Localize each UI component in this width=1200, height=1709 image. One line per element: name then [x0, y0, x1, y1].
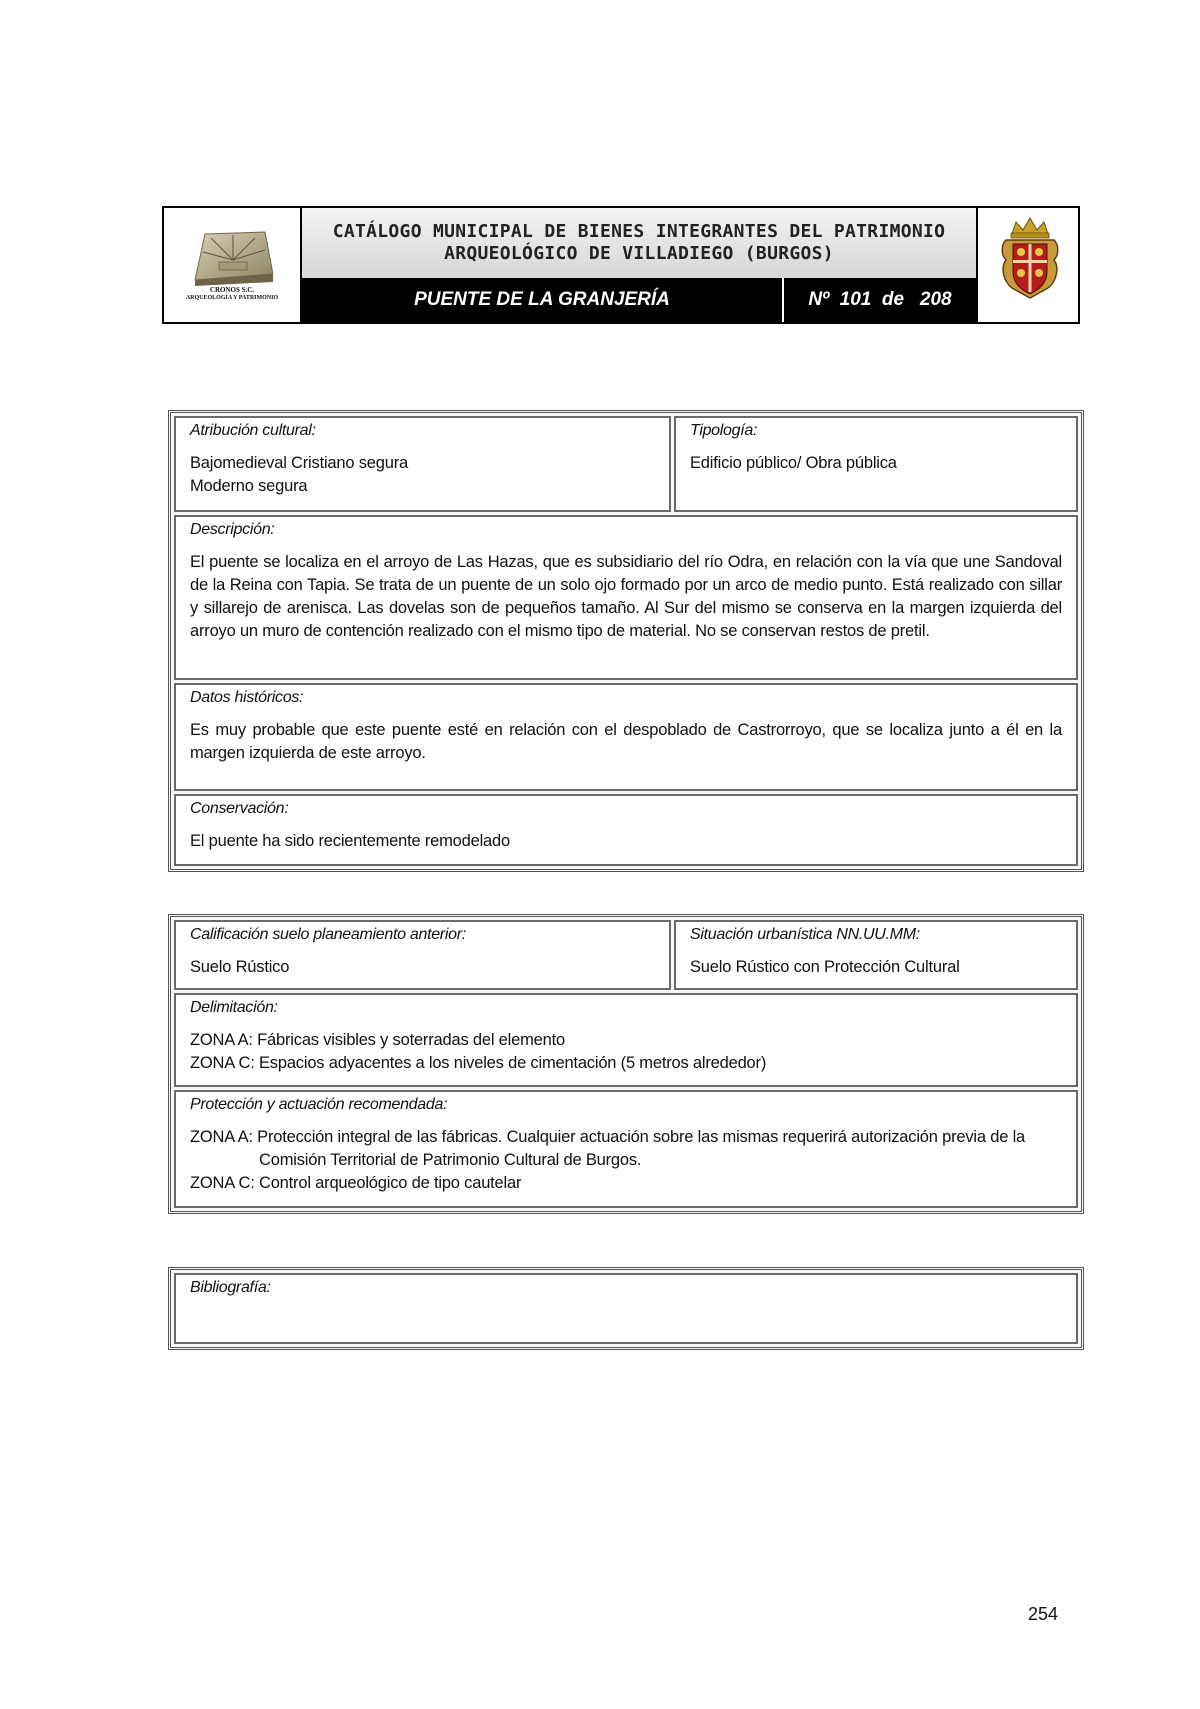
header-center [302, 208, 978, 322]
calificacion-value: Suelo Rústico [190, 958, 290, 976]
descripcion-text: El puente se localiza en el arroyo de Las Hazas, que es subsidiario del río Odra, en relación con la vía que une Sandoval de la Reina con Tapia. Se trata de un puente de un solo ojo formado por un arco de medio punto. Está realizado con sillar y sillarejo de arenisca. Las dovelas son de pequeños tamaño. Al Sur del mismo se conserva en la margen izquierda del arroyo un muro de contención realizado con el mismo tipo de material. No se conservan restos de pretil. [190, 553, 1062, 640]
bibliography-section [168, 1267, 1084, 1350]
delimitacion-line: ZONA C: Espacios adyacentes a los niveles de cimentación (5 metros alrededor) [190, 1054, 767, 1072]
datos-historicos-text: Es muy probable que este puente esté en relación con el despoblado de Castrorroyo, que se localiza junto a él en la margen izquierda de este arroyo. [190, 721, 1062, 762]
catalog-number: Nº 101 de 208 [808, 289, 952, 310]
cronos-subtitle: ARQUEOLOGÍA Y PATRIMONIO [185, 295, 279, 301]
calificacion-label: Calificación suelo planeamiento anterior: [190, 926, 466, 943]
monument-title-row [302, 278, 976, 322]
delimitacion-text [190, 1029, 1062, 1075]
urban-section [168, 914, 1084, 1214]
monument-name: PUENTE DE LA GRANJERÍA [302, 278, 784, 322]
conservacion-text: El puente ha sido recientemente remodelado [190, 832, 510, 850]
situacion-cell [674, 920, 1078, 990]
proteccion-text [190, 1126, 1062, 1195]
catalog-title [302, 208, 976, 278]
proteccion-cell [174, 1090, 1078, 1208]
coat-of-arms-icon [998, 216, 1062, 300]
bibliografia-cell [174, 1273, 1078, 1344]
datos-historicos-label: Datos históricos: [190, 689, 304, 706]
cultural-section [168, 410, 1084, 872]
cronos-logo [164, 208, 302, 322]
atribucion-line: Moderno segura [190, 477, 308, 495]
proteccion-label: Protección y actuación recomendada: [190, 1096, 448, 1113]
tipologia-cell [674, 416, 1078, 512]
bibliografia-label: Bibliografía: [190, 1279, 271, 1296]
page-number: 254 [1028, 1604, 1059, 1624]
catalog-title-line-1: CATÁLOGO MUNICIPAL DE BIENES INTEGRANTES DEL PATRIMONIO [332, 221, 946, 242]
sundial-logo-icon [191, 230, 275, 286]
tipologia-label: Tipología: [690, 422, 758, 439]
catalog-header [162, 206, 1080, 324]
cronos-caption [164, 286, 300, 302]
attribution-row [174, 416, 1078, 512]
calificacion-cell [174, 920, 671, 990]
datos-historicos-cell [174, 683, 1078, 791]
atribucion-line: Bajomedieval Cristiano segura [190, 454, 408, 472]
delimitacion-line: ZONA A: Fábricas visibles y soterradas del elemento [190, 1031, 565, 1049]
villadiego-logo [978, 208, 1078, 322]
catalog-title-line-2: ARQUEOLÓGICO DE VILLADIEGO (BURGOS) [444, 243, 834, 264]
atribucion-cell [174, 416, 671, 512]
proteccion-line: ZONA A: Protección integral de las fábricas. Cualquier actuación sobre las mismas requerirá autorización previa de la Comisión Territorial de Patrimonio Cultural de Burgos. [190, 1128, 1026, 1169]
conservacion-cell [174, 794, 1078, 866]
tipologia-value: Edificio público/ Obra pública [690, 454, 897, 472]
descripcion-cell [174, 515, 1078, 680]
delimitacion-label: Delimitación: [190, 999, 278, 1016]
atribucion-label: Atribución cultural: [190, 422, 316, 439]
cronos-name: CRONOS S.C. [209, 286, 255, 294]
delimitacion-cell [174, 993, 1078, 1087]
conservacion-label: Conservación: [190, 800, 289, 817]
proteccion-line: ZONA C: Control arqueológico de tipo cautelar [190, 1174, 522, 1192]
descripcion-label: Descripción: [190, 521, 275, 538]
situacion-value: Suelo Rústico con Protección Cultural [690, 958, 960, 976]
situacion-label: Situación urbanística NN.UU.MM: [690, 926, 920, 943]
atribucion-value [190, 452, 655, 498]
